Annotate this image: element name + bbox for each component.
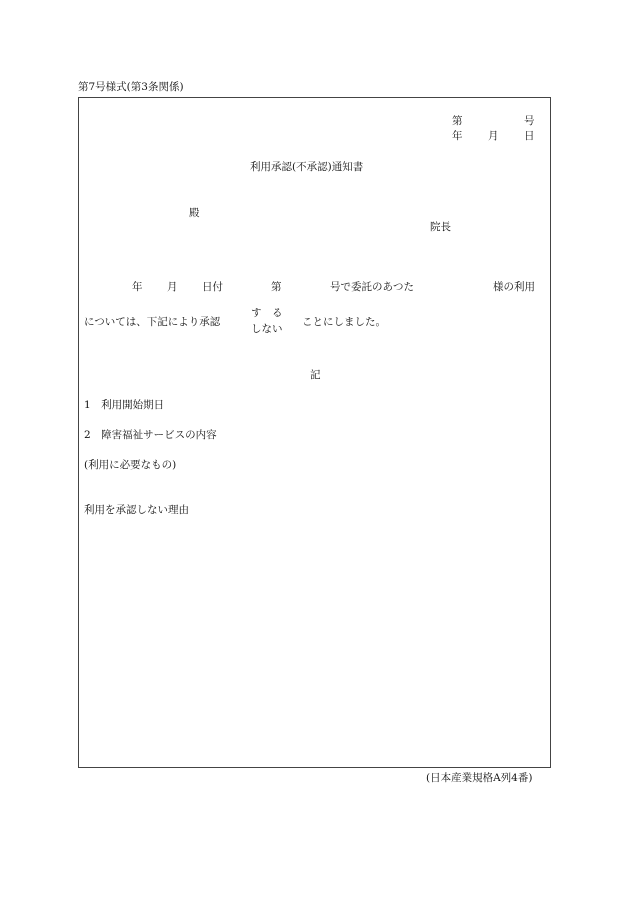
item-service-content: 2 障害福祉サービスの内容	[84, 429, 217, 441]
paper-size-note: (日本産業規格A列4番)	[426, 772, 533, 784]
form-label: 第7号様式(第3条関係)	[78, 81, 184, 93]
ki-marker: 記	[310, 369, 321, 381]
number-prefix: 第	[452, 115, 463, 127]
sender-title: 院長	[430, 221, 451, 233]
item-start-date: 1 利用開始期日	[84, 399, 165, 411]
body-month: 月	[167, 281, 178, 293]
number-suffix: 号	[524, 115, 535, 127]
body-year: 年	[132, 281, 143, 293]
choice-suru: す る	[251, 307, 283, 319]
date-day: 日	[524, 130, 535, 142]
body-line2-prefix: については、下記により承認	[84, 316, 221, 328]
date-year: 年	[452, 130, 463, 142]
body-sama-text: 様の利用	[493, 281, 535, 293]
date-month: 月	[488, 130, 499, 142]
choice-shinai: しない	[251, 323, 283, 335]
reason-label: 利用を承認しない理由	[84, 504, 189, 516]
body-go-text: 号で委託のあつた	[330, 281, 414, 293]
body-date-suffix: 日付	[202, 281, 223, 293]
body-line2-suffix: ことにしました。	[302, 316, 386, 328]
addressee-suffix: 殿	[189, 207, 200, 219]
document-title: 利用承認(不承認)通知書	[250, 161, 364, 173]
item-note: (利用に必要なもの)	[84, 459, 177, 471]
body-dai: 第	[271, 281, 282, 293]
